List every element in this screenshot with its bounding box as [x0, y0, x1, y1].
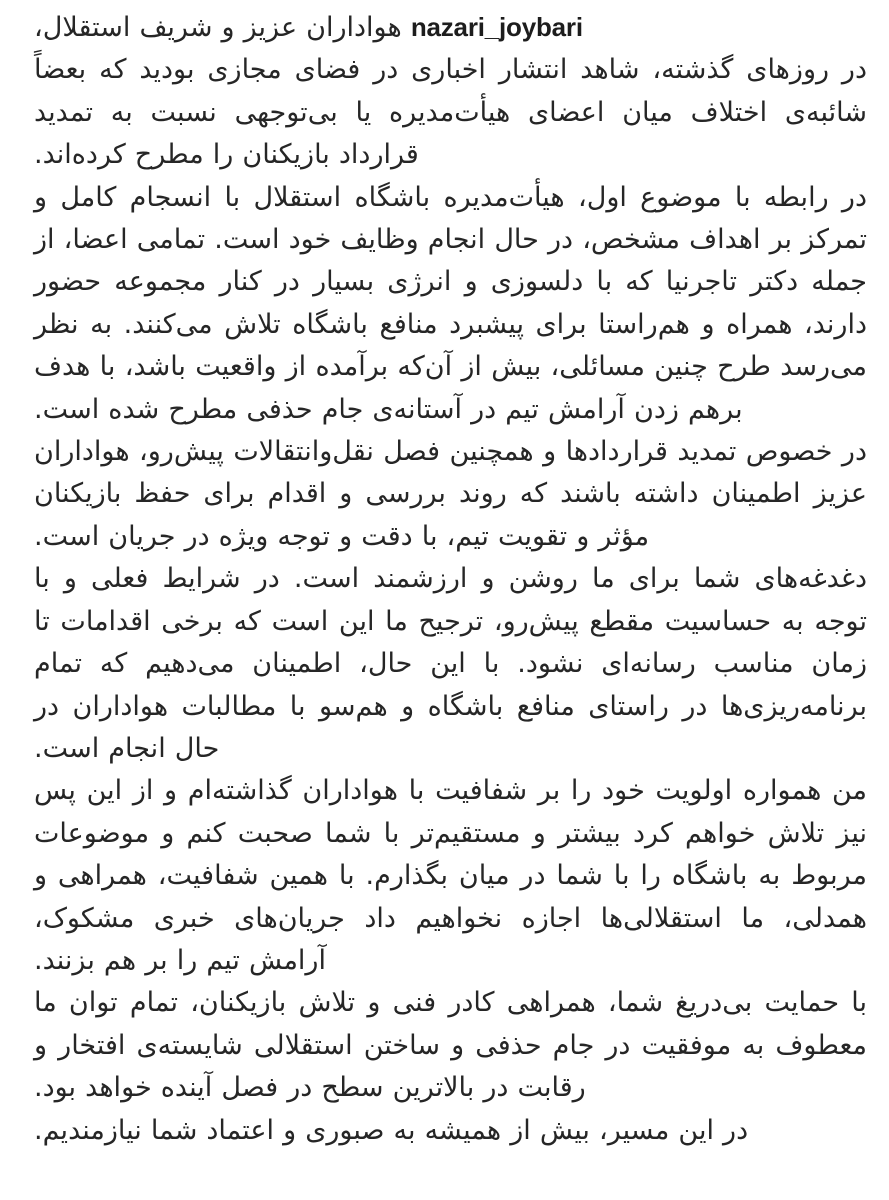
- paragraph-6: با حمایت بی‌دریغ شما، همراهی کادر فنی و تلاش بازیکنان، تمام توان ما معطوف به موفقیت در جام حذفی و ساختن استقلالی شایسته‌ی افتخار و رقابت در بالاترین سطح در فصل آینده خواهد بود.: [34, 987, 867, 1104]
- paragraph-3: در خصوص تمدید قراردادها و همچنین فصل نقل‌وانتقالات پیش‌رو، هواداران عزیز اطمینان داشته باشند که روند بررسی و اقدام برای حفظ بازیکنان مؤثر و تقویت تیم، با دقت و توجه ویژه در جریان است.: [34, 436, 867, 552]
- paragraph-greeting: [34, 6, 867, 49]
- greeting-text: هواداران عزیز و شریف استقلال،: [34, 12, 411, 43]
- paragraph-1: در روزهای گذشته، شاهد انتشار اخباری در فضای مجازی بودید که بعضاً شائبه‌ی اختلاف میان اعضای هیأت‌مدیره یا بی‌توجهی نسبت به تمدید قرارداد بازیکنان را مطرح کرده‌اند.: [34, 54, 867, 171]
- paragraph-5: من همواره اولویت خود را بر شفافیت با هواداران گذاشته‌ام و از این پس نیز تلاش خواهم کرد بیشتر و مستقیم‌تر با شما صحبت کنم و موضوعات مربوط به باشگاه را با شما در میان بگذارم. با همین شفافیت، همراهی و همدلی، ما استقلالی‌ها اجازه نخواهیم داد جریان‌های خبری مشکوک، آرامش تیم را بر هم بزنند.: [34, 775, 867, 976]
- statement-body: [34, 6, 867, 1152]
- user-mention[interactable]: nazari_joybari: [410, 12, 583, 42]
- paragraph-4: دغدغه‌های شما برای ما روشن و ارزشمند است. در شرایط فعلی و با توجه به حساسیت مقطع پیش‌رو، ترجیح ما این است که برخی اقدامات تا زمان مناسب رسانه‌ای نشود. با این حال، اطمینان می‌دهیم که تمام برنامه‌ریزی‌ها در راستای منافع باشگاه و هم‌سو با مطالبات هواداران در حال انجام است.: [34, 563, 867, 764]
- paragraph-2: در رابطه با موضوع اول، هیأت‌مدیره باشگاه استقلال با انسجام کامل و تمرکز بر اهداف مشخص، در حال انجام وظایف خود است. تمامی اعضا، از جمله دکتر تاجرنیا که با دلسوزی و انرژی بسیار در کنار مجموعه حضور دارند، همراه و هم‌راستا برای پیشبرد منافع باشگاه تلاش می‌کنند. به نظر می‌رسد طرح چنین مسائلی، بیش از آن‌که برآمده از واقعیت باشد، با هدف برهم زدن آرامش تیم در آستانه‌ی جام حذفی مطرح شده است.: [34, 181, 867, 425]
- paragraph-7: در این مسیر، بیش از همیشه به صبوری و اعتماد شما نیازمندیم.: [34, 1114, 749, 1146]
